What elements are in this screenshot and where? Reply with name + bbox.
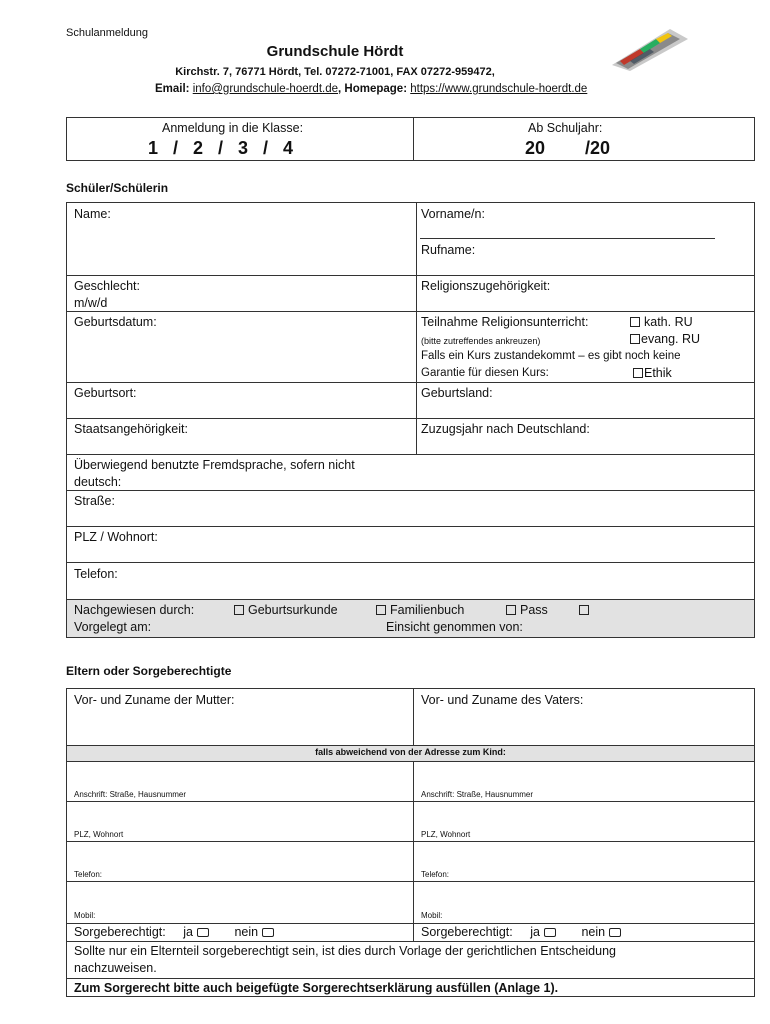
einsicht-label: Einsicht genommen von:: [386, 620, 523, 634]
geburtsurkunde-checkbox[interactable]: Geburtsurkunde: [234, 603, 338, 617]
school-year-field[interactable]: 20 /20: [525, 138, 611, 158]
vorname-label: Vorname/n:: [421, 207, 485, 221]
fremdsprache-label-cont: deutsch:: [74, 475, 122, 489]
checkbox-icon[interactable]: [633, 368, 643, 378]
sorgerecht-note-line1: Sollte nur ein Elternteil sorgeberechtigt sein, ist dies durch Vorlage der gerichtlichen Entscheidung: [74, 944, 616, 958]
nachgewiesen-label: Nachgewiesen durch:: [74, 603, 195, 617]
checkbox-icon[interactable]: [630, 334, 640, 344]
rufname-label: Rufname:: [421, 243, 476, 257]
student-table: [66, 202, 755, 638]
vater-mobil-label: Mobil:: [421, 911, 443, 920]
geschlecht-hint: m/w/d: [74, 296, 108, 310]
checkbox-icon[interactable]: [579, 605, 589, 615]
school-name: Grundschule Hördt: [266, 43, 404, 60]
checkbox-icon[interactable]: [262, 928, 274, 937]
geburtsort-label: Geburtsort:: [74, 386, 137, 400]
mutter-telefon-label: Telefon:: [74, 870, 103, 879]
school-year-label: Ab Schuljahr:: [528, 121, 603, 135]
mutter-name-label: Vor- und Zuname der Mutter:: [74, 693, 235, 707]
vater-anschrift-label: Anschrift: Straße, Hausnummer: [421, 790, 534, 799]
geschlecht-label: Geschlecht:: [74, 279, 141, 293]
other-proof-checkbox[interactable]: [579, 603, 593, 617]
student-section-title: Schüler/Schülerin: [66, 181, 169, 195]
school-address: Kirchstr. 7, 76771 Hördt, Tel. 07272-71001, FAX 07272-959472,: [175, 66, 495, 78]
religionsunterricht-label: Teilnahme Religionsunterricht:: [421, 315, 589, 329]
vater-sorgeberechtigt: Sorgeberechtigt: ja nein: [421, 925, 621, 939]
geburtsdatum-label: Geburtsdatum:: [74, 315, 157, 329]
mutter-plz-label: PLZ, Wohnort: [74, 830, 124, 839]
checkbox-icon[interactable]: [544, 928, 556, 937]
familienbuch-checkbox[interactable]: Familienbuch: [376, 603, 464, 617]
parents-section-title: Eltern oder Sorgeberechtigte: [66, 664, 232, 678]
kath-ru-checkbox[interactable]: kath. RU: [630, 315, 693, 329]
class-options[interactable]: 1 / 2 / 3 / 4: [148, 138, 294, 158]
ankreuzen-hint: (bitte zutreffendes ankreuzen): [421, 336, 541, 346]
plz-wohnort-label: PLZ / Wohnort:: [74, 530, 158, 544]
checkbox-icon[interactable]: [234, 605, 244, 615]
mutter-mobil-label: Mobil:: [74, 911, 96, 920]
email-label: Email:: [155, 83, 190, 95]
vater-plz-label: PLZ, Wohnort: [421, 830, 471, 839]
sorgerecht-note-line2: nachzuweisen.: [74, 961, 157, 975]
school-logo-image: [610, 25, 690, 71]
zuzugsjahr-label: Zuzugsjahr nach Deutschland:: [421, 422, 590, 436]
vater-telefon-label: Telefon:: [421, 870, 450, 879]
class-label: Anmeldung in die Klasse:: [162, 121, 304, 135]
checkbox-icon[interactable]: [197, 928, 209, 937]
checkbox-icon[interactable]: [376, 605, 386, 615]
ethik-checkbox[interactable]: Ethik: [633, 366, 672, 380]
telefon-label: Telefon:: [74, 567, 118, 581]
contact-line: Email: info@grundschule-hoerdt.de, Homepage: https://www.grundschule-hoerdt.de: [155, 83, 588, 95]
checkbox-icon[interactable]: [630, 317, 640, 327]
strasse-label: Straße:: [74, 494, 115, 508]
vater-name-label: Vor- und Zuname des Vaters:: [421, 693, 584, 707]
homepage-label: Homepage:: [344, 83, 408, 95]
kurs-note-line2: Garantie für diesen Kurs:: [421, 367, 549, 379]
mutter-sorgeberechtigt: Sorgeberechtigt: ja nein: [74, 925, 274, 939]
abweichend-header: falls abweichend von der Adresse zum Kind:: [315, 747, 506, 757]
evang-ru-checkbox[interactable]: evang. RU: [630, 332, 700, 346]
name-label: Name:: [74, 207, 111, 221]
checkbox-icon[interactable]: [609, 928, 621, 937]
geburtsland-label: Geburtsland:: [421, 386, 493, 400]
mutter-anschrift-label: Anschrift: Straße, Hausnummer: [74, 790, 187, 799]
kurs-note-line1: Falls ein Kurs zustandekommt – es gibt noch keine: [421, 350, 681, 362]
vorgelegt-label: Vorgelegt am:: [74, 620, 152, 634]
religion-label: Religionszugehörigkeit:: [421, 279, 551, 293]
pass-checkbox[interactable]: Pass: [506, 603, 548, 617]
staatsangehoerigkeit-label: Staatsangehörigkeit:: [74, 422, 188, 436]
sorgerecht-bold-note: Zum Sorgerecht bitte auch beigefügte Sorgerechtserklärung ausfüllen (Anlage 1).: [74, 981, 559, 995]
homepage-link[interactable]: https://www.grundschule-hoerdt.de: [410, 83, 588, 95]
document-label: Schulanmeldung: [66, 27, 148, 39]
fremdsprache-label: Überwiegend benutzte Fremdsprache, sofern nicht: [74, 458, 355, 472]
checkbox-icon[interactable]: [506, 605, 516, 615]
email-link[interactable]: info@grundschule-hoerdt.de: [192, 83, 339, 95]
